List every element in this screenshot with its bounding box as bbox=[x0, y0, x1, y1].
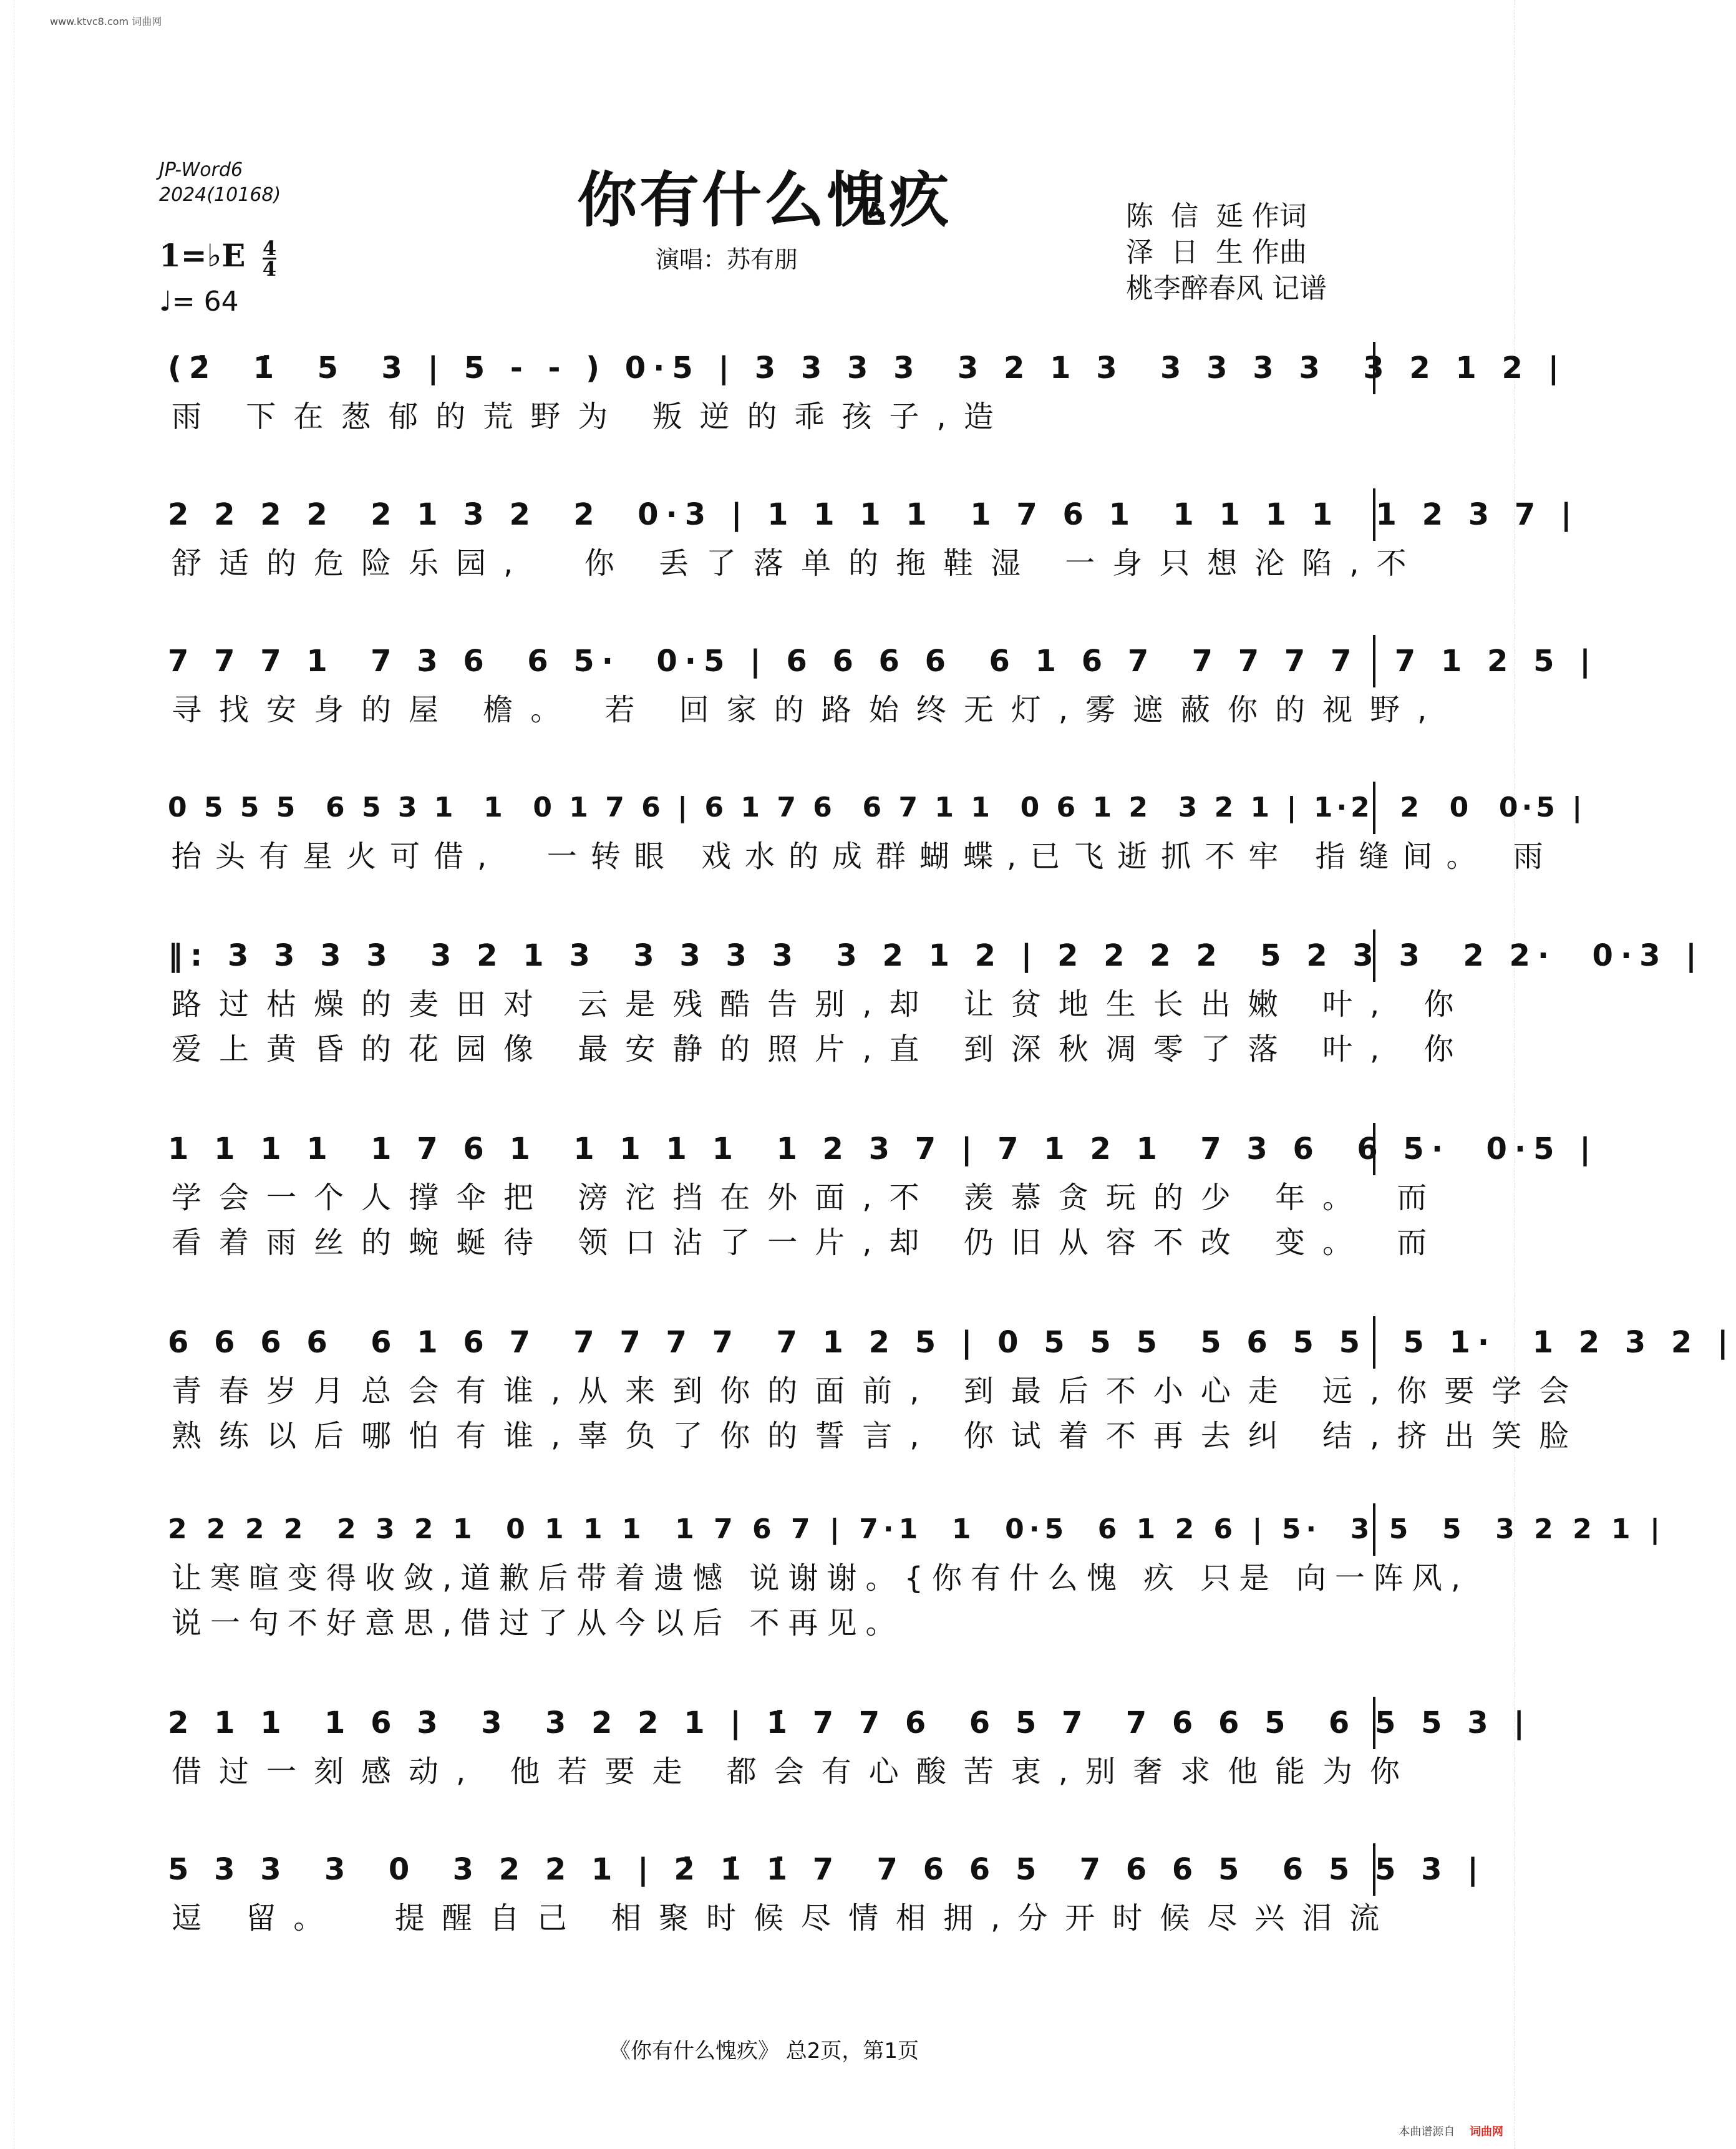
lyric-row: 借过一刻感动, 他若要走 都会有心酸苦衷,别奢求他能为你 bbox=[172, 1754, 1418, 1789]
lyric-row-verse-1: 青春岁月总会有谁,从来到你的面前, 到最后不小心走 远,你要学会 bbox=[172, 1374, 1587, 1409]
credit-lyricist: 陈 信 延 作词 bbox=[1126, 200, 1307, 232]
score-line-10 bbox=[159, 1843, 1486, 1941]
score-line-7 bbox=[159, 1316, 1736, 1458]
brand-logo: 词曲网 bbox=[1470, 2125, 1503, 2138]
notation-row: 2 1 1 1 6 3 3 3 2 2 1 | 1̇ 7 7 6 6 5 7 7 6 6 5 6 5 5 3 | bbox=[159, 1697, 1375, 1749]
notation-row: 2 2 2 2 2 3 2 1 0 1 1 1 1 7 6 7 | 7·1 1 0·5 6 1 2 6 | 5· 3 5 5 3 2 2 1 | bbox=[159, 1503, 1375, 1556]
key-signature bbox=[159, 236, 277, 281]
notation-row: 1 1 1 1 1 7 6 1 1 1 1 1 1 2 3 7 | 7 1 2 1 7 3 6 6 5· 0·5 | bbox=[159, 1123, 1375, 1175]
lyric-row: 雨 下在葱郁的荒野为 叛逆的乖孩子,造 bbox=[172, 399, 1011, 434]
credits-block bbox=[1126, 198, 1327, 307]
score-line-8 bbox=[159, 1503, 1666, 1646]
score-line-9 bbox=[159, 1697, 1532, 1794]
lyric-row-verse-2: 熟练以后哪怕有谁,辜负了你的誓言, 你试着不再去纠 结,挤出笑脸 bbox=[172, 1419, 1587, 1453]
time-bottom: 4 bbox=[262, 256, 277, 281]
left-margin-strip bbox=[0, 0, 14, 2149]
score-line-3 bbox=[159, 635, 1598, 732]
tempo-marking: ♩= 64 bbox=[159, 286, 239, 318]
notation-row: 5 3 3 3 0 3 2 2 1 | 2̇ 1̇ 1̇ 7 7 6 6 5 7 6 6 5 6 5 5 3 | bbox=[159, 1843, 1375, 1896]
notation-row: 6 6 6 6 6 1 6 7 7 7 7 7 7 1 2 5 | 0 5 5 5 5 6 5 5 5 1· 1 2 3 2 | bbox=[159, 1316, 1375, 1369]
notation-row: ‖: 3 3 3 3 3 2 1 3 3 3 3 3 3 2 1 2 | 2 2 2 2 5 2 3 3 2 2· 0·3 | bbox=[159, 929, 1375, 982]
lyric-row-verse-2: 说一句不好意思,借过了从今以后 不再见。 bbox=[172, 1606, 904, 1641]
notation-row: 2 2 2 2 2 1 3 2 2 0·3 | 1 1 1 1 1 7 6 1 1 1 1 1 1 2 3 7 | bbox=[159, 488, 1375, 541]
brand-text: 本曲谱源自 bbox=[1399, 2125, 1455, 2138]
time-top: 4 bbox=[262, 236, 277, 260]
key-text: 1=♭E bbox=[159, 237, 246, 274]
right-margin-strip bbox=[1514, 0, 1528, 2149]
site-watermark: www.ktvc8.com 词曲网 bbox=[50, 16, 162, 27]
score-line-4 bbox=[159, 782, 1586, 879]
lyric-row-verse-2: 爱上黄昏的花园像 最安静的照片,直 到深秋凋零了落 叶, 你 bbox=[172, 1032, 1472, 1067]
brand-footer bbox=[1399, 2123, 1503, 2139]
song-title: 你有什么愧疚 bbox=[577, 165, 951, 235]
lyric-row: 逗 留。 提醒自己 相聚时候尽情相拥,分开时候尽兴泪流 bbox=[172, 1901, 1397, 1936]
lyric-row: 舒适的危险乐园, 你 丢了落单的拖鞋湿 一身只想沦陷,不 bbox=[172, 546, 1424, 581]
score-line-1 bbox=[159, 342, 1567, 439]
score-line-5 bbox=[159, 929, 1704, 1072]
lyric-row-verse-1: 学会一个人撑伞把 滂沱挡在外面,不 羡慕贪玩的少 年。 而 bbox=[172, 1180, 1445, 1215]
lyric-row: 抬头有星火可借, 一转眼 戏水的成群蝴蝶,已飞逝抓不牢 指缝间。 雨 bbox=[172, 839, 1557, 874]
lyric-row-verse-1: 让寒暄变得收敛,道歉后带着遗憾 说谢谢。{你有什么愧 疚 只是 向一阵风, bbox=[172, 1561, 1470, 1596]
lyric-row-verse-2: 看着雨丝的蜿蜒待 领口沾了一片,却 仍旧从容不改 变。 而 bbox=[172, 1225, 1445, 1260]
time-signature bbox=[262, 236, 277, 281]
lyric-row-verse-1: 路过枯燥的麦田对 云是残酷告别,却 让贫地生长出嫩 叶, 你 bbox=[172, 987, 1472, 1022]
software-build: 2024(10168) bbox=[159, 184, 281, 206]
score-line-6 bbox=[159, 1123, 1598, 1265]
score-line-2 bbox=[159, 488, 1579, 586]
credit-composer: 泽 日 生 作曲 bbox=[1126, 236, 1307, 268]
notation-row: 7 7 7 1 7 3 6 6 5· 0·5 | 6 6 6 6 6 1 6 7 7 7 7 7 7 1 2 5 | bbox=[159, 635, 1375, 687]
page-footer: 《你有什么愧疚》 总2页，第1页 bbox=[609, 2039, 919, 2064]
notation-row: 0 5 5 5 6 5 3 1 1 0 1 7 6 | 6 1 7 6 6 7 1 1 0 6 1 2 3 2 1 | 1·2 2 0 0·5 | bbox=[159, 782, 1375, 834]
singer-line: 演唱：苏有朋 bbox=[655, 246, 798, 273]
software-name: JP-Word6 bbox=[159, 159, 243, 181]
credit-transcriber: 桃李醉春风 记谱 bbox=[1126, 273, 1327, 304]
lyric-row: 寻找安身的屋 檐。 若 回家的路始终无灯,雾遮蔽你的视野, bbox=[172, 692, 1445, 727]
notation-row: (2̇ 1̇ 5 3 | 5 - - ) 0·5 | 3 3 3 3 3 2 1 3 3 3 3 3 3 2 1 2 | bbox=[159, 342, 1375, 394]
